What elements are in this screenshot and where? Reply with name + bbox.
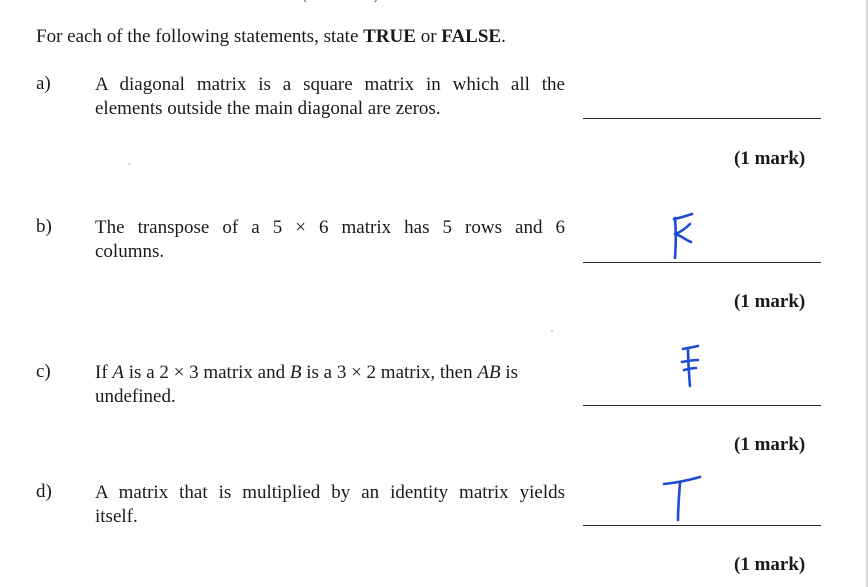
answer-line[interactable] <box>583 118 821 119</box>
instruction-prefix: For each of the following statements, state <box>36 26 364 47</box>
handwritten-answer-f <box>676 340 706 390</box>
answer-line[interactable] <box>583 525 821 526</box>
question-text <box>95 361 565 409</box>
question-text-line1: A diagonal matrix is a square matrix in which all the <box>95 74 565 95</box>
question-text <box>95 73 565 121</box>
question-label: a) <box>36 73 51 94</box>
question-text-line1: A matrix that is multiplied by an identity matrix yields <box>95 482 565 503</box>
question-text-line2: elements outside the main diagonal are zeros. <box>95 98 441 119</box>
question-text <box>95 216 565 264</box>
question-label: b) <box>36 216 52 237</box>
question-text-line2: itself. <box>95 506 138 527</box>
matrix-a-symbol: A <box>112 362 125 383</box>
instruction-false-word: FALSE <box>441 26 502 47</box>
question-label: c) <box>36 361 51 382</box>
matrix-b-symbol: B <box>289 362 302 383</box>
marks-label: (1 mark) <box>734 291 806 312</box>
instruction-suffix: . <box>501 26 506 47</box>
question-text <box>95 481 565 529</box>
instruction-middle: or <box>415 26 442 47</box>
cropped-top-marks <box>60 0 400 4</box>
question-label: d) <box>36 481 52 502</box>
matrix-ab-symbol: AB <box>477 362 501 383</box>
question-text-line2: columns. <box>95 241 165 262</box>
answer-line[interactable] <box>583 262 821 263</box>
handwritten-answer-f <box>668 212 698 262</box>
answer-line[interactable] <box>583 405 821 406</box>
handwritten-answer-t <box>660 470 706 522</box>
question-text-line1: If A is a 2 × 3 matrix and B is a 3 × 2 matrix, then AB is <box>95 362 519 383</box>
scan-speck <box>551 330 553 332</box>
marks-label: (1 mark) <box>734 148 806 169</box>
question-text-line1: The transpose of a 5 × 6 matrix has 5 rows and 6 <box>95 217 565 238</box>
marks-label: (1 mark) <box>734 434 806 455</box>
question-text-line2: undefined. <box>95 386 176 407</box>
instruction-text <box>36 26 506 48</box>
marks-label: (1 mark) <box>734 554 806 575</box>
instruction-true-word: TRUE <box>363 26 416 47</box>
scan-speck <box>128 163 130 165</box>
